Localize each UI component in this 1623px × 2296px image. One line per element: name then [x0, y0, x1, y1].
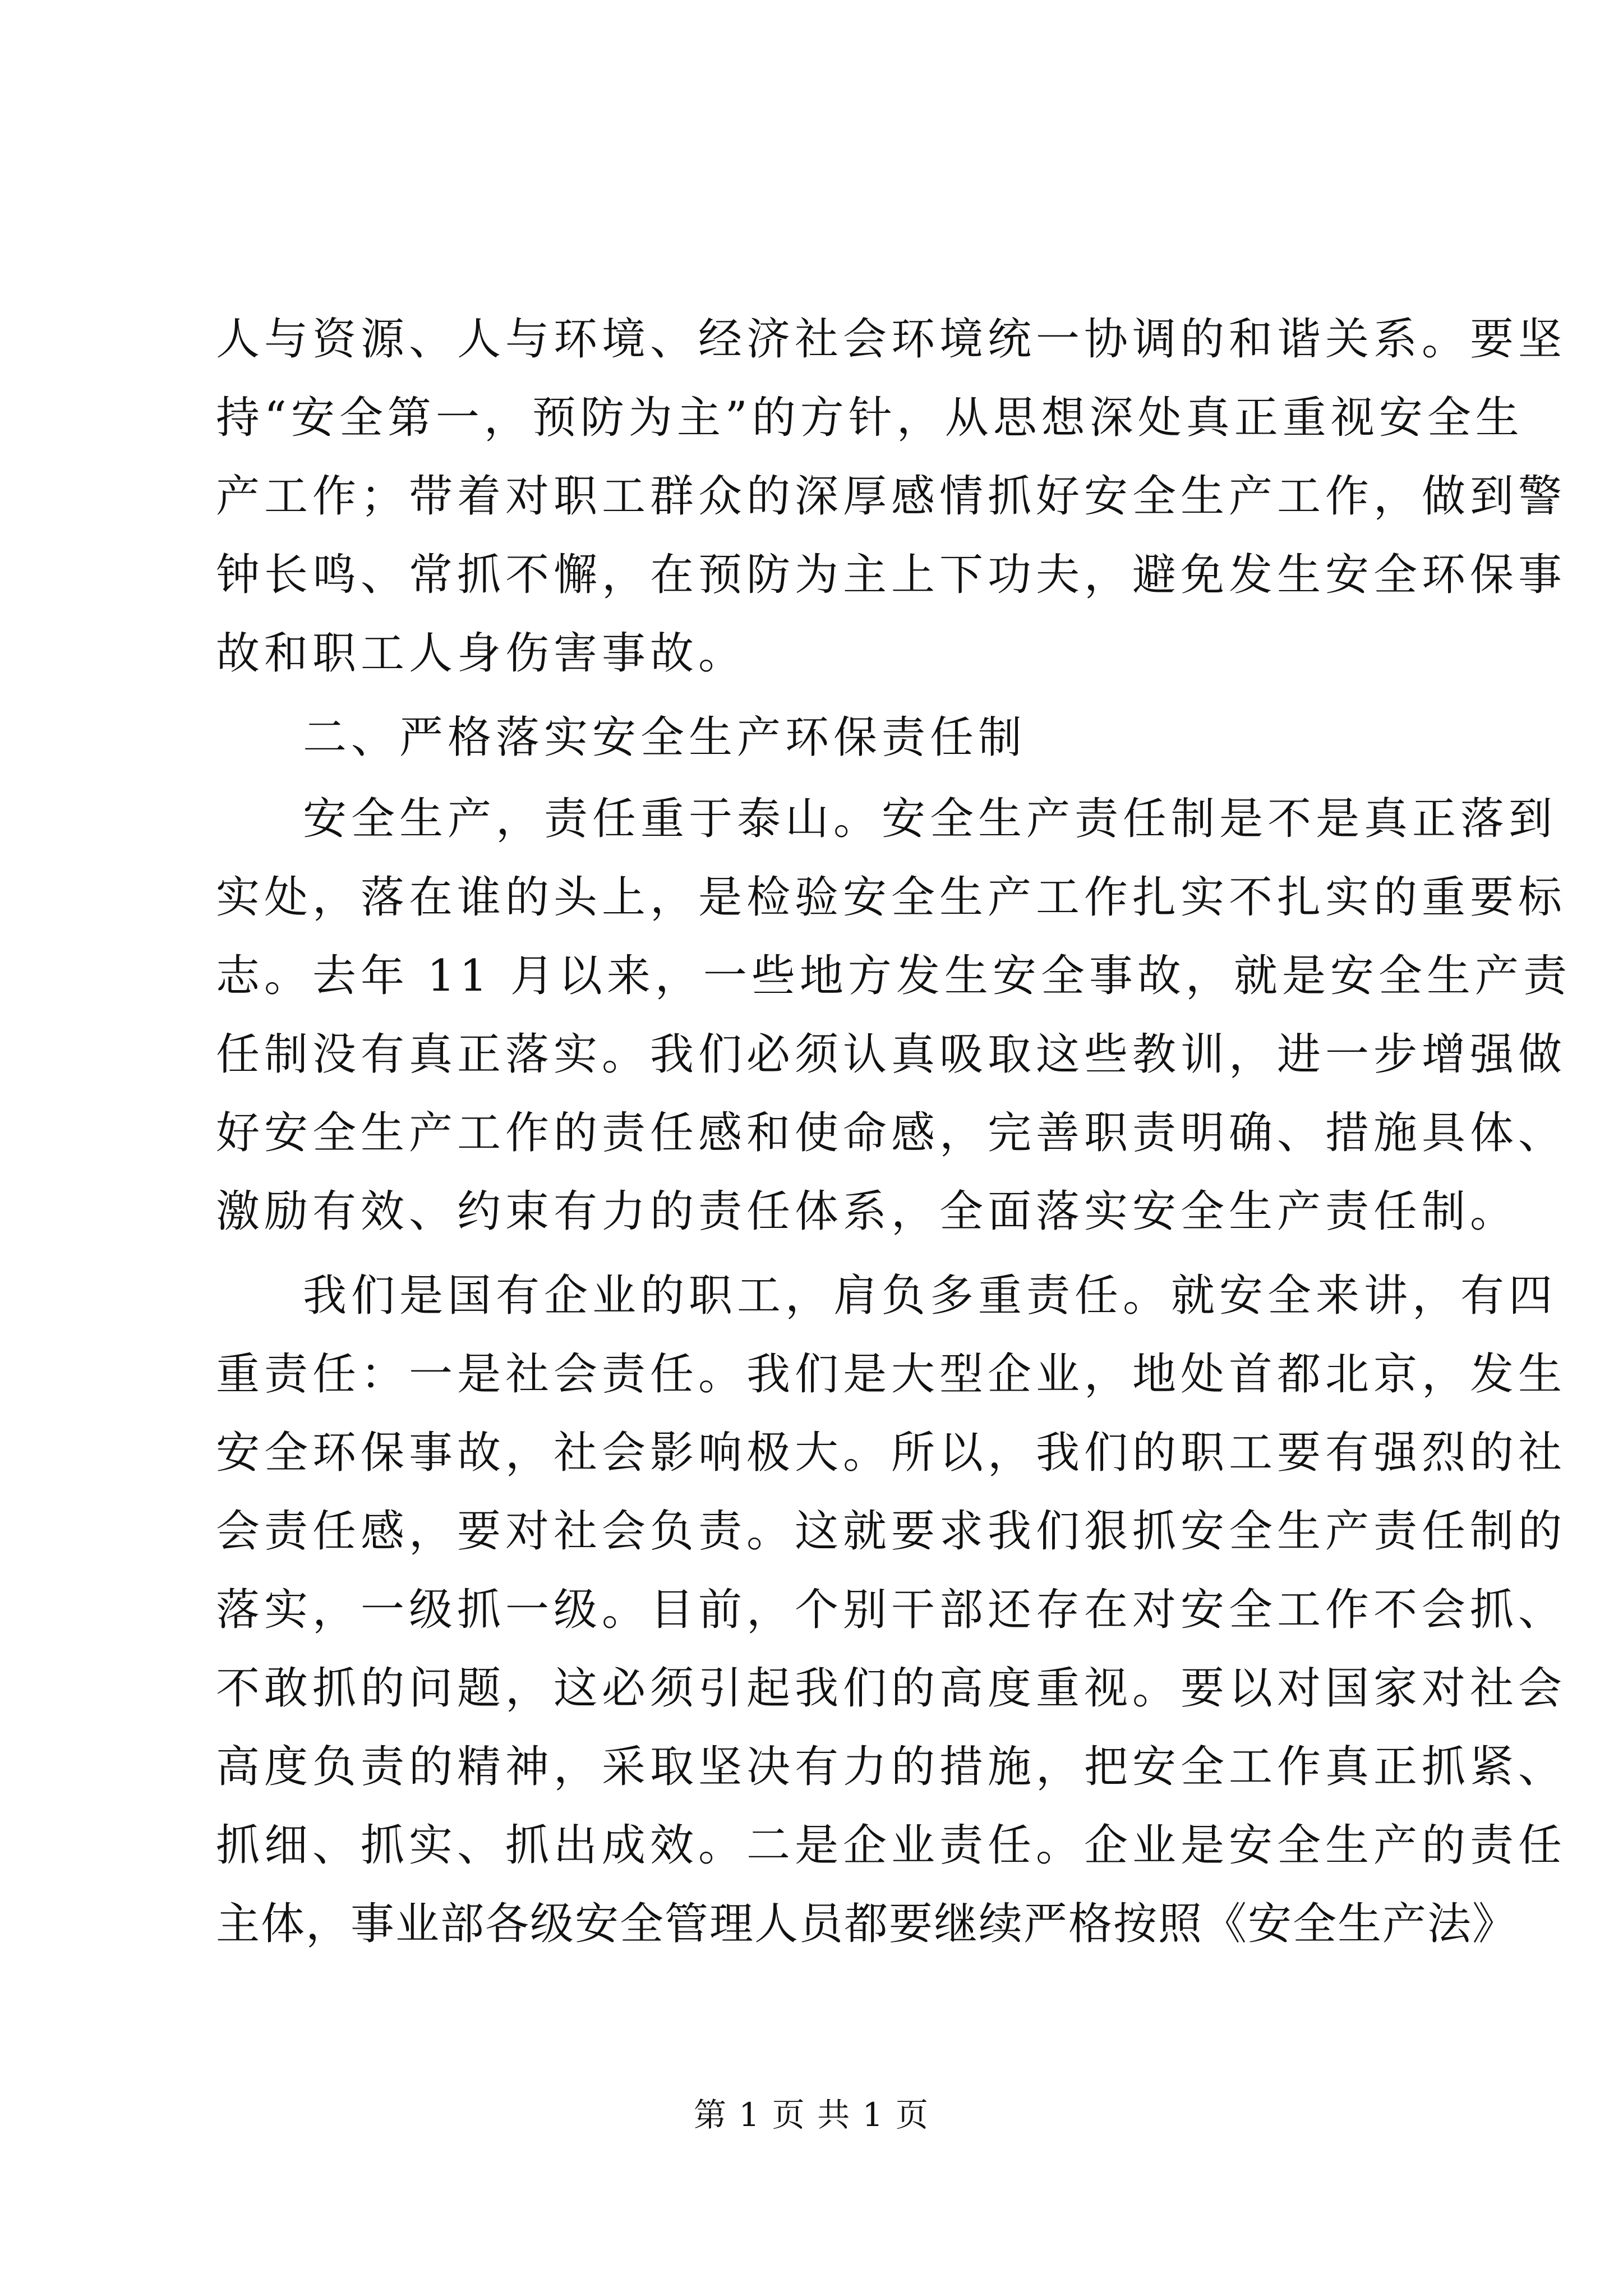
- text-line: 不敢抓的问题，这必须引起我们的高度重视。要以对国家对社会: [216, 1663, 1567, 1714]
- page-footer: 第 1 页 共 1 页: [694, 2096, 929, 2134]
- text-line: 主体，事业部各级安全管理人员都要继续严格按照《安全生产法》: [216, 1899, 1518, 1949]
- text-line: 故和职工人身伤害事故。: [216, 628, 747, 679]
- text-line: 激励有效、约束有力的责任体系，全面落实安全生产责任制。: [216, 1186, 1519, 1237]
- text-line: 安全环保事故，社会影响极大。所以，我们的职工要有强烈的社: [216, 1428, 1567, 1478]
- text-line: 持“安全第一，预防为主”的方针，从思想深处真正重视安全生: [216, 393, 1524, 443]
- text-line: 好安全生产工作的责任感和使命感，完善职责明确、措施具体、: [216, 1108, 1567, 1158]
- text-line: 钟长鸣、常抓不懈，在预防为主上下功夫，避免发生安全环保事: [216, 550, 1567, 600]
- text-line: 抓细、抓实、抓出成效。二是企业责任。企业是安全生产的责任: [216, 1820, 1567, 1871]
- text-line: 任制没有真正落实。我们必须认真吸取这些教训，进一步增强做: [216, 1029, 1567, 1080]
- text-line: 我们是国有企业的职工，肩负多重责任。就安全来讲，有四: [303, 1271, 1557, 1321]
- text-line: 志。去年 11 月以来，一些地方发生安全事故，就是安全生产责: [216, 951, 1571, 1001]
- text-line: 实处，落在谁的头上，是检验安全生产工作扎实不扎实的重要标: [216, 872, 1567, 923]
- text-line: 重责任：一是社会责任。我们是大型企业，地处首都北京，发生: [216, 1349, 1567, 1400]
- text-line: 产工作；带着对职工群众的深厚感情抓好安全生产工作，做到警: [216, 471, 1567, 522]
- text-line: 会责任感，要对社会负责。这就要求我们狠抓安全生产责任制的: [216, 1506, 1567, 1557]
- section-heading: 二、严格落实安全生产环保责任制: [303, 712, 1027, 763]
- text-line: 高度负责的精神，采取坚决有力的措施，把安全工作真正抓紧、: [216, 1742, 1567, 1792]
- text-line: 落实，一级抓一级。目前，个别干部还存在对安全工作不会抓、: [216, 1585, 1567, 1635]
- text-line: 安全生产，责任重于泰山。安全生产责任制是不是真正落到: [303, 794, 1557, 844]
- text-line: 人与资源、人与环境、经济社会环境统一协调的和谐关系。要坚: [216, 314, 1567, 365]
